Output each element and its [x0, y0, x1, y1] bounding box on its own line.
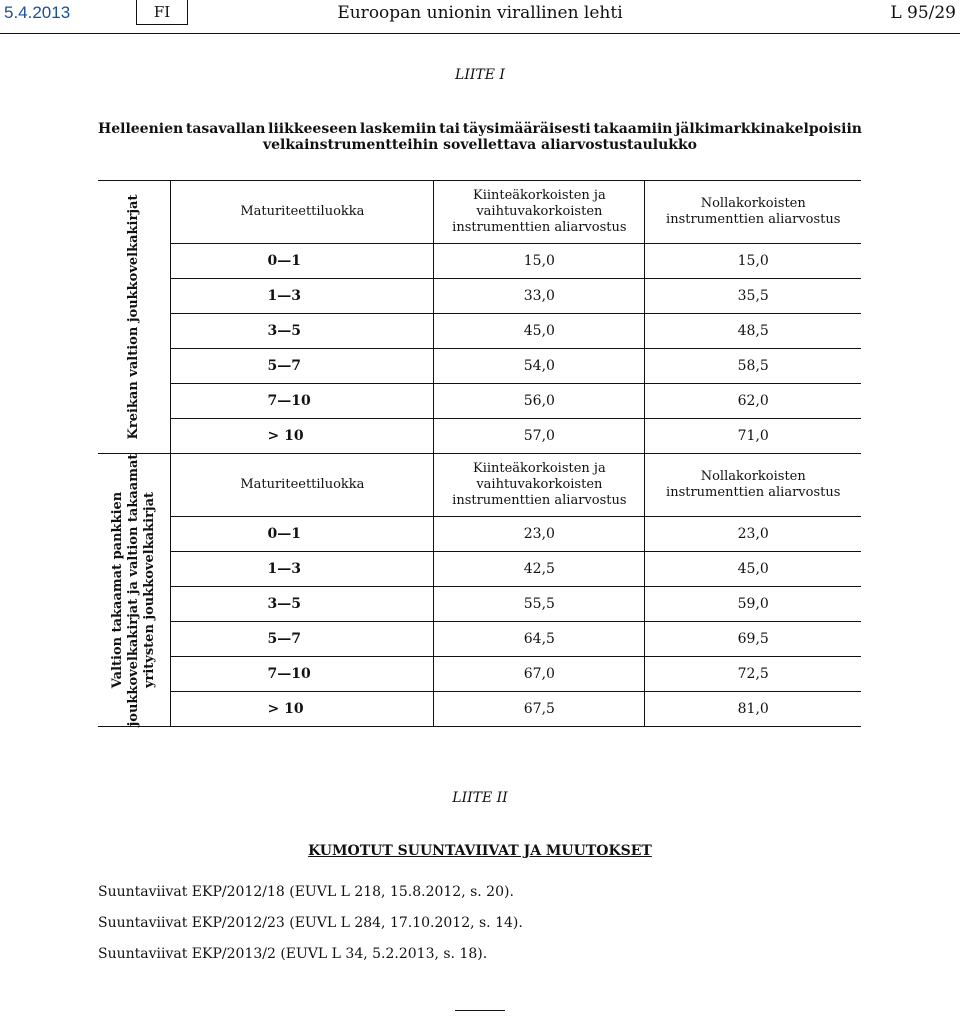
title-word: tai	[439, 121, 460, 137]
header-divider	[0, 33, 960, 34]
haircut-cell	[434, 419, 645, 454]
section-label-line: Valtion takaamat pankkien	[110, 491, 126, 689]
haircut-cell	[434, 314, 645, 349]
haircut-cell	[645, 552, 861, 587]
maturity-value: > 10	[267, 701, 304, 717]
haircut-value: 45,0	[737, 561, 769, 577]
haircut-value: 57,0	[523, 428, 555, 444]
title-word: Helleenien	[98, 121, 184, 137]
haircut-value: 15,0	[523, 253, 555, 269]
maturity-cell	[171, 587, 434, 622]
haircut-cell	[645, 314, 861, 349]
section-label	[126, 195, 142, 440]
haircut-cell	[434, 244, 645, 279]
table-row	[98, 657, 861, 692]
section-label-line: yritysten joukkovelkakirjat	[142, 491, 158, 689]
haircut-value: 81,0	[737, 701, 769, 717]
table-row	[98, 419, 861, 454]
section-label-cell	[98, 181, 171, 454]
haircut-cell	[434, 692, 645, 727]
table-row	[98, 314, 861, 349]
haircut-cell	[645, 279, 861, 314]
page-header	[0, 0, 960, 34]
haircut-value: 72,5	[737, 666, 769, 682]
haircut-value: 69,5	[737, 631, 769, 647]
haircut-cell	[434, 587, 645, 622]
maturity-value: 5—7	[267, 358, 301, 374]
haircut-value: 55,5	[523, 596, 555, 612]
haircut-value: 67,0	[523, 666, 555, 682]
maturity-cell	[171, 622, 434, 657]
table-row	[98, 622, 861, 657]
section-label-cell	[98, 454, 171, 727]
annex-1-title-line-2: velkainstrumentteihin sovellettava aliarvostustaulukko	[262, 137, 698, 153]
page-number: L 95/29	[890, 3, 956, 23]
table-row	[98, 349, 861, 384]
haircut-cell	[645, 517, 861, 552]
list-item: Suuntaviivat EKP/2012/18 (EUVL L 218, 15.8.2012, s. 20).	[98, 884, 514, 900]
haircut-cell	[645, 419, 861, 454]
publication-date: 5.4.2013	[4, 3, 71, 22]
title-word: jälkimarkkinakelpoisiin	[675, 121, 862, 137]
maturity-cell	[171, 552, 434, 587]
maturity-value: 0—1	[267, 253, 301, 269]
repealed-guidelines-list	[98, 883, 523, 976]
title-word: täysimääräisesti	[462, 121, 591, 137]
haircut-cell	[645, 622, 861, 657]
maturity-value: 0—1	[267, 526, 301, 542]
table-header-row	[98, 454, 861, 517]
maturity-cell	[171, 314, 434, 349]
journal-title: Euroopan unionin virallinen lehti	[337, 3, 623, 23]
table-row	[98, 244, 861, 279]
maturity-cell	[171, 657, 434, 692]
haircut-cell	[434, 552, 645, 587]
haircut-cell	[645, 692, 861, 727]
column-header: Nollakorkoisten instrumenttien aliarvostus	[645, 454, 861, 517]
section-label	[110, 454, 158, 727]
column-header: Maturiteettiluokka	[171, 181, 434, 244]
table-row	[98, 692, 861, 727]
haircut-value: 23,0	[523, 526, 555, 542]
haircut-cell	[434, 384, 645, 419]
haircut-value: 59,0	[737, 596, 769, 612]
haircut-value: 45,0	[523, 323, 555, 339]
table-row	[98, 517, 861, 552]
maturity-cell	[171, 692, 434, 727]
section-label-line: joukkovelkakirjat ja valtion takaamat	[126, 453, 142, 727]
maturity-cell	[171, 279, 434, 314]
column-header: Kiinteäkorkoisten ja vaihtuvakorkoisten instrumenttien aliarvostus	[434, 454, 645, 517]
haircut-cell	[645, 657, 861, 692]
title-word: tasavallan	[185, 121, 266, 137]
maturity-value: 1—3	[267, 288, 301, 304]
haircut-value: 67,5	[523, 701, 555, 717]
annex-1-label: LIITE I	[455, 67, 505, 83]
haircut-value: 62,0	[737, 393, 769, 409]
annex-2-label: LIITE II	[452, 790, 508, 806]
haircut-value: 15,0	[737, 253, 769, 269]
maturity-value: 7—10	[267, 666, 311, 682]
title-word: liikkeeseen	[268, 121, 358, 137]
haircut-table	[98, 180, 861, 727]
haircut-value: 42,5	[523, 561, 555, 577]
annex-1-title-line-1	[98, 121, 862, 137]
annex-1-title	[98, 121, 862, 153]
list-item: Suuntaviivat EKP/2012/23 (EUVL L 284, 17.10.2012, s. 14).	[98, 915, 523, 931]
haircut-value: 71,0	[737, 428, 769, 444]
section-label-line: Kreikan valtion joukkovelkakirjat	[126, 194, 142, 440]
haircut-cell	[434, 622, 645, 657]
haircut-value: 23,0	[737, 526, 769, 542]
maturity-cell	[171, 419, 434, 454]
list-item: Suuntaviivat EKP/2013/2 (EUVL L 34, 5.2.2013, s. 18).	[98, 946, 488, 962]
haircut-cell	[434, 517, 645, 552]
table-header-row	[98, 181, 861, 244]
haircut-value: 33,0	[523, 288, 555, 304]
table-row	[98, 587, 861, 622]
haircut-cell	[434, 279, 645, 314]
table-row	[98, 552, 861, 587]
maturity-value: 3—5	[267, 596, 301, 612]
haircut-cell	[645, 244, 861, 279]
haircut-value: 64,5	[523, 631, 555, 647]
maturity-cell	[171, 517, 434, 552]
maturity-value: 1—3	[267, 561, 301, 577]
haircut-value: 48,5	[737, 323, 769, 339]
maturity-value: > 10	[267, 428, 304, 444]
maturity-value: 3—5	[267, 323, 301, 339]
maturity-value: 5—7	[267, 631, 301, 647]
column-header: Nollakorkoisten instrumenttien aliarvostus	[645, 181, 861, 244]
title-word: takaamiin	[593, 121, 673, 137]
end-rule	[455, 1010, 505, 1011]
haircut-cell	[645, 587, 861, 622]
table-row	[98, 384, 861, 419]
table-row	[98, 279, 861, 314]
haircut-cell	[434, 657, 645, 692]
maturity-cell	[171, 349, 434, 384]
maturity-cell	[171, 244, 434, 279]
column-header: Maturiteettiluokka	[171, 454, 434, 517]
title-word: laskemiin	[359, 121, 437, 137]
haircut-cell	[434, 349, 645, 384]
haircut-value: 54,0	[523, 358, 555, 374]
annex-2-title: KUMOTUT SUUNTAVIIVAT JA MUUTOKSET	[308, 843, 652, 859]
haircut-value: 58,5	[737, 358, 769, 374]
haircut-value: 56,0	[523, 393, 555, 409]
haircut-value: 35,5	[737, 288, 769, 304]
maturity-cell	[171, 384, 434, 419]
language-code: FI	[136, 0, 188, 25]
haircut-cell	[645, 384, 861, 419]
haircut-cell	[645, 349, 861, 384]
column-header: Kiinteäkorkoisten ja vaihtuvakorkoisten instrumenttien aliarvostus	[434, 181, 645, 244]
maturity-value: 7—10	[267, 393, 311, 409]
